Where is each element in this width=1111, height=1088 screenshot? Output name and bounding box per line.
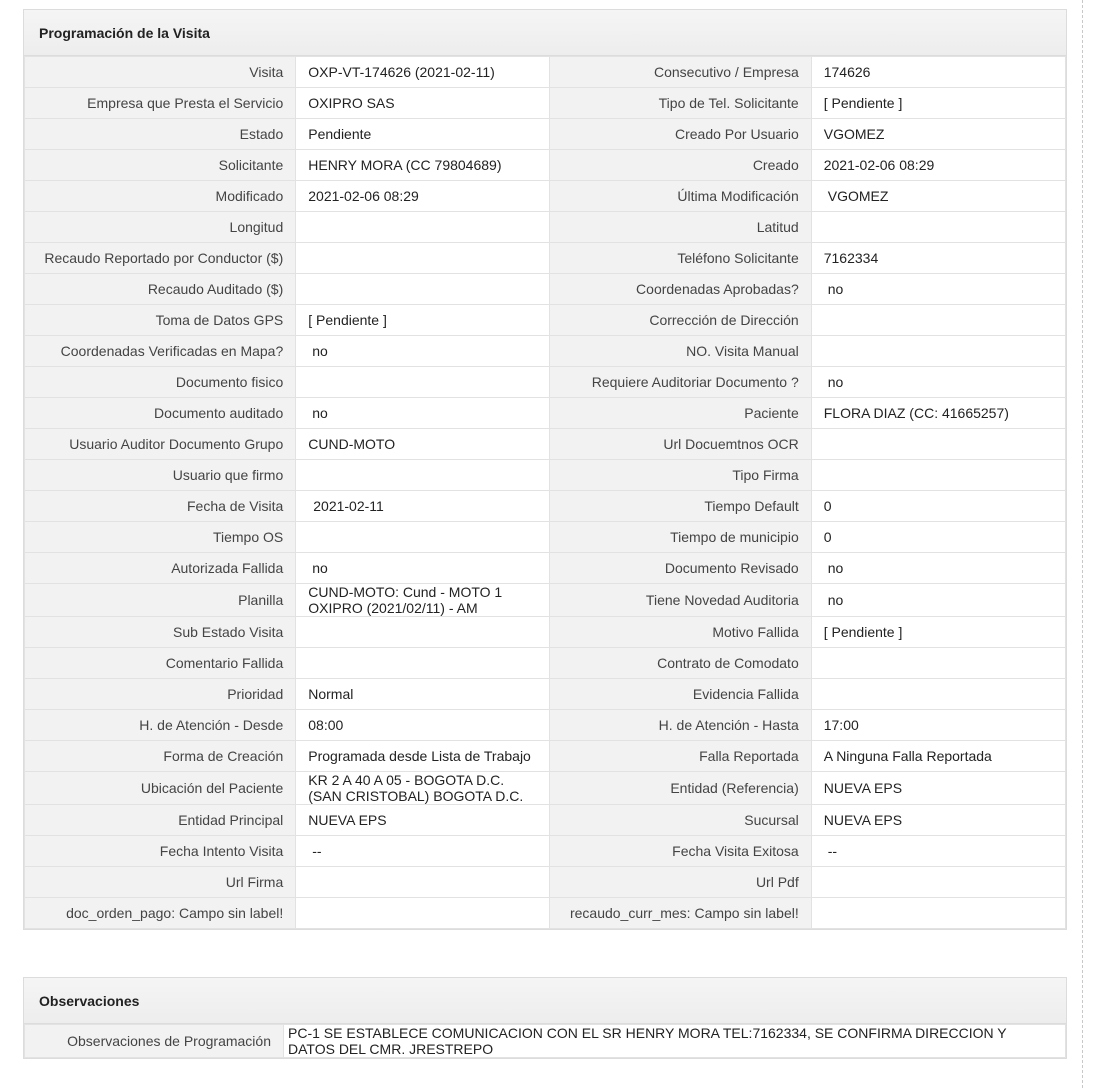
- field-label: Prioridad: [25, 679, 296, 710]
- field-value: 174626: [811, 57, 1065, 88]
- field-label: Latitud: [550, 212, 811, 243]
- field-label: Falla Reportada: [550, 741, 811, 772]
- field-label: Tipo de Tel. Solicitante: [550, 88, 811, 119]
- field-label: Tiempo Default: [550, 491, 811, 522]
- field-value: no: [811, 367, 1065, 398]
- field-label: recaudo_curr_mes: Campo sin label!: [550, 898, 811, 929]
- field-value: no: [296, 553, 550, 584]
- programacion-row: [25, 898, 1066, 929]
- programacion-row: [25, 772, 1066, 805]
- programacion-row: [25, 212, 1066, 243]
- field-value: FLORA DIAZ (CC: 41665257): [811, 398, 1065, 429]
- field-value: [296, 867, 550, 898]
- programacion-row: [25, 274, 1066, 305]
- programacion-row: [25, 584, 1066, 617]
- field-value: [811, 429, 1065, 460]
- field-value: A Ninguna Falla Reportada: [811, 741, 1065, 772]
- observaciones-panel-title: Observaciones: [24, 978, 1066, 1024]
- field-value: 08:00: [296, 710, 550, 741]
- field-value: CUND-MOTO: [296, 429, 550, 460]
- field-value: [296, 243, 550, 274]
- programacion-row: [25, 88, 1066, 119]
- field-label: Contrato de Comodato: [550, 648, 811, 679]
- field-label: Entidad Principal: [25, 805, 296, 836]
- field-label: H. de Atención - Hasta: [550, 710, 811, 741]
- field-label: Planilla: [25, 584, 296, 617]
- programacion-row: [25, 398, 1066, 429]
- field-label: Fecha Visita Exitosa: [550, 836, 811, 867]
- field-value: 0: [811, 522, 1065, 553]
- programacion-row: [25, 741, 1066, 772]
- field-label: Entidad (Referencia): [550, 772, 811, 805]
- programacion-row: [25, 119, 1066, 150]
- field-label: Requiere Auditoriar Documento ?: [550, 367, 811, 398]
- programacion-panel-title: Programación de la Visita: [24, 10, 1066, 56]
- field-label: Fecha Intento Visita: [25, 836, 296, 867]
- field-label: Url Firma: [25, 867, 296, 898]
- field-value: NUEVA EPS: [811, 772, 1065, 805]
- field-label: Coordenadas Aprobadas?: [550, 274, 811, 305]
- field-value: [811, 460, 1065, 491]
- field-value: [296, 212, 550, 243]
- field-label: Creado: [550, 150, 811, 181]
- programacion-row: [25, 243, 1066, 274]
- programacion-row: [25, 522, 1066, 553]
- programacion-row: [25, 648, 1066, 679]
- field-label: Documento auditado: [25, 398, 296, 429]
- page-divider-dashed: [1082, 0, 1083, 1088]
- field-value: 2021-02-06 08:29: [296, 181, 550, 212]
- field-value: 2021-02-11: [296, 491, 550, 522]
- programacion-row: [25, 679, 1066, 710]
- field-label: Tiene Novedad Auditoria: [550, 584, 811, 617]
- field-value: [296, 898, 550, 929]
- field-label: Sucursal: [550, 805, 811, 836]
- field-value: Pendiente: [296, 119, 550, 150]
- field-value: [811, 648, 1065, 679]
- field-label: Corrección de Dirección: [550, 305, 811, 336]
- field-label: Teléfono Solicitante: [550, 243, 811, 274]
- field-value: [296, 460, 550, 491]
- observaciones-panel: [23, 977, 1067, 1059]
- field-value: [296, 617, 550, 648]
- field-value: no: [811, 553, 1065, 584]
- field-value: [ Pendiente ]: [811, 617, 1065, 648]
- field-label: H. de Atención - Desde: [25, 710, 296, 741]
- field-value: NUEVA EPS: [811, 805, 1065, 836]
- programacion-row: [25, 805, 1066, 836]
- field-value: VGOMEZ: [811, 181, 1065, 212]
- field-value: VGOMEZ: [811, 119, 1065, 150]
- field-value: [811, 212, 1065, 243]
- field-label: Modificado: [25, 181, 296, 212]
- programacion-row: [25, 867, 1066, 898]
- field-value: 17:00: [811, 710, 1065, 741]
- field-value: [296, 274, 550, 305]
- field-label: Autorizada Fallida: [25, 553, 296, 584]
- programacion-row: [25, 710, 1066, 741]
- programacion-row: [25, 57, 1066, 88]
- field-label: Longitud: [25, 212, 296, 243]
- field-label: Recaudo Reportado por Conductor ($): [25, 243, 296, 274]
- observaciones-row: [25, 1025, 1066, 1058]
- field-value: [811, 867, 1065, 898]
- field-label: Fecha de Visita: [25, 491, 296, 522]
- programacion-table-body: [25, 57, 1066, 929]
- field-value: OXP-VT-174626 (2021-02-11): [296, 57, 550, 88]
- field-label: Documento Revisado: [550, 553, 811, 584]
- field-label: Tiempo de municipio: [550, 522, 811, 553]
- field-label: Última Modificación: [550, 181, 811, 212]
- field-label: Visita: [25, 57, 296, 88]
- field-label: Url Docuemtnos OCR: [550, 429, 811, 460]
- field-label: Coordenadas Verificadas en Mapa?: [25, 336, 296, 367]
- programacion-row: [25, 460, 1066, 491]
- field-label: Url Pdf: [550, 867, 811, 898]
- field-value: 2021-02-06 08:29: [811, 150, 1065, 181]
- field-value: no: [811, 584, 1065, 617]
- field-label: Motivo Fallida: [550, 617, 811, 648]
- programacion-row: [25, 367, 1066, 398]
- field-value: --: [811, 836, 1065, 867]
- field-value: [296, 648, 550, 679]
- field-label: Tipo Firma: [550, 460, 811, 491]
- field-value: Normal: [296, 679, 550, 710]
- observaciones-label: Observaciones de Programación: [25, 1025, 284, 1058]
- field-value: [296, 522, 550, 553]
- programacion-row: [25, 429, 1066, 460]
- field-label: Ubicación del Paciente: [25, 772, 296, 805]
- field-label: Estado: [25, 119, 296, 150]
- field-value: [ Pendiente ]: [811, 88, 1065, 119]
- field-value: 7162334: [811, 243, 1065, 274]
- observaciones-value: PC-1 SE ESTABLECE COMUNICACION CON EL SR HENRY MORA TEL:7162334, SE CONFIRMA DIRECCION Y DATOS DEL CMR. JRESTREPO: [284, 1025, 1066, 1058]
- field-label: Consecutivo / Empresa: [550, 57, 811, 88]
- programacion-table: [24, 56, 1066, 929]
- field-label: Evidencia Fallida: [550, 679, 811, 710]
- programacion-panel: [23, 9, 1067, 930]
- field-label: Tiempo OS: [25, 522, 296, 553]
- field-value: CUND-MOTO: Cund - MOTO 1 OXIPRO (2021/02/11) - AM: [296, 584, 550, 617]
- field-label: Toma de Datos GPS: [25, 305, 296, 336]
- field-label: Sub Estado Visita: [25, 617, 296, 648]
- field-value: no: [296, 336, 550, 367]
- field-label: Creado Por Usuario: [550, 119, 811, 150]
- programacion-row: [25, 836, 1066, 867]
- programacion-row: [25, 553, 1066, 584]
- field-value: no: [296, 398, 550, 429]
- observaciones-table: [24, 1024, 1066, 1058]
- field-value: --: [296, 836, 550, 867]
- field-value: HENRY MORA (CC 79804689): [296, 150, 550, 181]
- programacion-row: [25, 336, 1066, 367]
- field-label: Usuario Auditor Documento Grupo: [25, 429, 296, 460]
- field-label: Usuario que firmo: [25, 460, 296, 491]
- field-value: NUEVA EPS: [296, 805, 550, 836]
- field-value: [811, 679, 1065, 710]
- programacion-row: [25, 181, 1066, 212]
- field-label: Documento fisico: [25, 367, 296, 398]
- field-value: Programada desde Lista de Trabajo: [296, 741, 550, 772]
- field-value: KR 2 A 40 A 05 - BOGOTA D.C. (SAN CRISTOBAL) BOGOTA D.C.: [296, 772, 550, 805]
- field-label: NO. Visita Manual: [550, 336, 811, 367]
- field-label: Paciente: [550, 398, 811, 429]
- programacion-row: [25, 491, 1066, 522]
- field-value: [811, 336, 1065, 367]
- field-label: Recaudo Auditado ($): [25, 274, 296, 305]
- field-value: [811, 898, 1065, 929]
- field-value: [ Pendiente ]: [296, 305, 550, 336]
- field-label: Solicitante: [25, 150, 296, 181]
- field-label: Forma de Creación: [25, 741, 296, 772]
- field-value: [811, 305, 1065, 336]
- field-label: Comentario Fallida: [25, 648, 296, 679]
- field-value: 0: [811, 491, 1065, 522]
- field-value: no: [811, 274, 1065, 305]
- field-value: [296, 367, 550, 398]
- programacion-row: [25, 305, 1066, 336]
- field-value: OXIPRO SAS: [296, 88, 550, 119]
- field-label: doc_orden_pago: Campo sin label!: [25, 898, 296, 929]
- programacion-row: [25, 150, 1066, 181]
- field-label: Empresa que Presta el Servicio: [25, 88, 296, 119]
- programacion-row: [25, 617, 1066, 648]
